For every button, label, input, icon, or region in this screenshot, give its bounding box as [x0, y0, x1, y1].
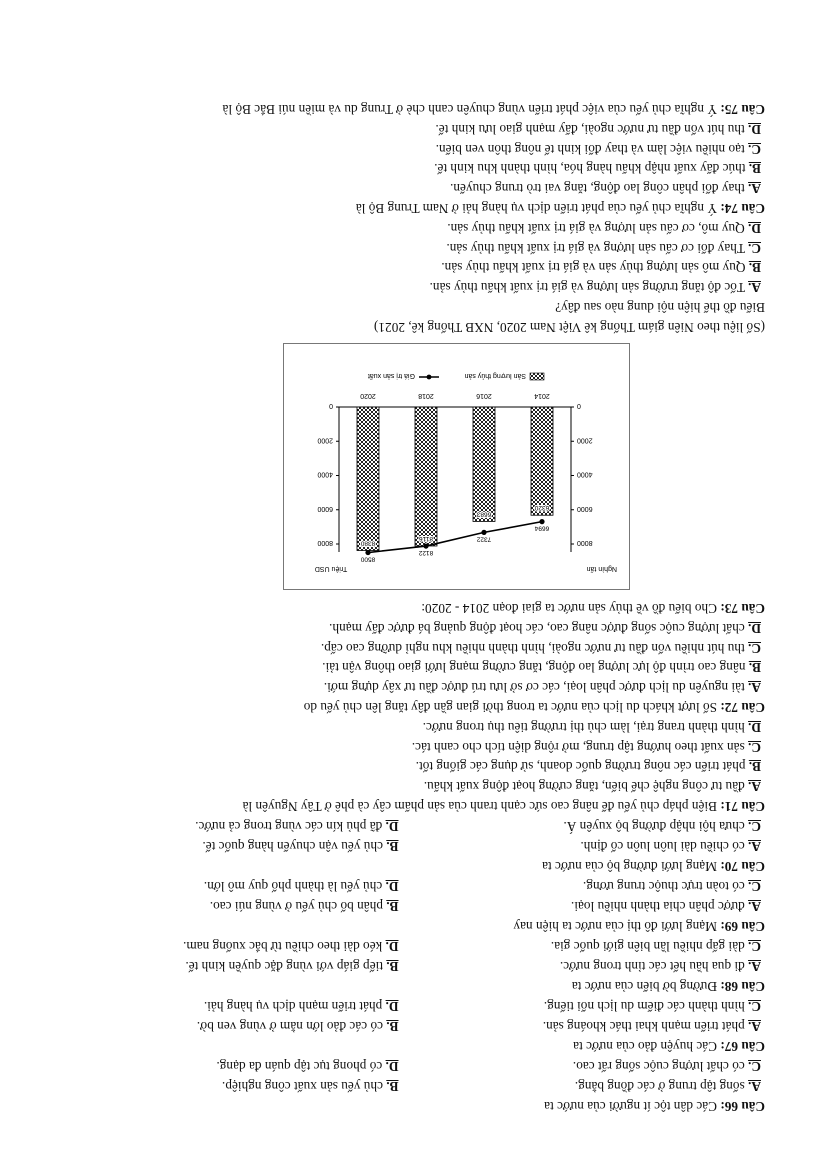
question-text: Số lượt khách du lịch của nước ta trong thời gian gần đây tăng lên chủ yếu do	[303, 700, 717, 715]
question-title	[60, 697, 765, 717]
question-text: Biện pháp chủ yếu để nâng cao sức cạnh tranh của sản phẩm cây cà phê ở Tây Nguyên là	[242, 799, 717, 814]
question-title	[60, 99, 765, 119]
bar	[473, 407, 495, 521]
question-text: Ý nghĩa chủ yếu của phát triển dịch vụ hàng hải ở Nam Trung Bộ là	[355, 201, 717, 216]
option-label: D.	[385, 819, 399, 835]
answer-option[interactable]	[60, 1017, 403, 1037]
option-text: được phân chia thành nhiều loại.	[570, 899, 745, 914]
answer-option[interactable]	[60, 619, 765, 639]
option-label: C.	[748, 939, 761, 955]
answer-options	[60, 718, 765, 796]
question-block	[60, 817, 765, 876]
option-text: hình thành các điểm du lịch nổi tiếng.	[543, 999, 745, 1015]
legend-line-label: Giá trị sản xuất	[367, 372, 415, 379]
option-text: chủ yếu sản xuất công nghiệp.	[221, 1079, 383, 1094]
answer-option[interactable]	[60, 877, 403, 897]
answer-option[interactable]	[60, 1077, 403, 1097]
option-label: B.	[748, 260, 761, 276]
question-block	[60, 120, 765, 218]
question-title	[60, 796, 765, 816]
question-title	[60, 1036, 765, 1056]
option-text: tài nguyên du lịch được phân loại, các cơ sở lưu trú được đầu tư xây dựng mới.	[323, 680, 745, 695]
answer-option[interactable]	[60, 658, 765, 678]
answer-option[interactable]	[60, 777, 765, 797]
option-label: D.	[748, 221, 761, 237]
category-label: 2016	[476, 392, 492, 399]
option-text: sản xuất theo hướng tập trung, mở rộng diện tích cho canh tác.	[411, 740, 745, 755]
option-label: A.	[748, 779, 761, 794]
answer-option[interactable]	[60, 718, 765, 738]
answer-option[interactable]	[60, 278, 765, 298]
answer-option[interactable]	[60, 159, 765, 179]
option-text: thúc đẩy xuất nhập khẩu hàng hóa, hình thành khu kinh tế.	[434, 161, 746, 177]
option-label: D.	[385, 1059, 399, 1075]
option-label: A.	[748, 181, 761, 196]
answer-option[interactable]	[60, 140, 765, 160]
question-title	[60, 198, 765, 218]
question-text: Các dân tộc ít người của nước ta	[544, 1099, 717, 1114]
question-block	[60, 619, 765, 717]
option-text: có chiều dài luôn luôn cố định.	[580, 839, 745, 854]
question-title	[60, 598, 765, 618]
answer-option[interactable]	[423, 877, 766, 897]
bar-value-label: 6320	[534, 504, 550, 512]
option-label: C.	[748, 142, 761, 157]
line-value-label: 7322	[476, 535, 492, 543]
answer-option[interactable]	[60, 937, 403, 957]
question-text: Cho biểu đồ về thủy sản nước ta giai đoạn 2014 - 2020:	[421, 601, 717, 616]
option-label: D.	[385, 939, 399, 955]
question-number: Câu 71:	[720, 799, 765, 814]
right-tick-label: 0	[329, 402, 333, 409]
option-text: đã phủ kín các vùng trong cả nước.	[195, 819, 383, 835]
answer-option[interactable]	[60, 120, 765, 140]
answer-options	[60, 877, 765, 916]
option-label: C.	[748, 999, 761, 1015]
question-block	[60, 877, 765, 936]
option-text: phát triển mạnh khai thác khoáng sản.	[542, 1019, 745, 1034]
option-label: C.	[748, 241, 761, 256]
left-axis-label: Nghìn tấn	[586, 565, 617, 572]
question-number: Câu 69:	[720, 919, 765, 934]
right-tick-label: 4000	[317, 470, 333, 478]
answer-option[interactable]	[60, 837, 403, 857]
option-text: phát triển mạnh dịch vụ hàng hải.	[203, 999, 383, 1015]
right-axis-label: Triệu USD	[314, 565, 348, 572]
question-block	[60, 1057, 765, 1116]
option-label: D.	[748, 621, 761, 637]
answer-option[interactable]	[423, 817, 766, 837]
right-tick-label: 8000	[317, 539, 333, 546]
option-label: D.	[748, 720, 761, 736]
bar-value-label: 8380	[360, 539, 376, 547]
question-number: Câu 66:	[720, 1099, 765, 1114]
left-tick-label: 0	[577, 402, 581, 409]
option-text: đầu tư công nghệ chế biến, tăng cường hoạt động xuất khẩu.	[423, 779, 745, 794]
answer-option[interactable]	[60, 1057, 403, 1077]
option-label: C.	[748, 1059, 761, 1075]
answer-options	[60, 1057, 765, 1096]
left-tick-label: 6000	[577, 504, 593, 512]
option-label: D.	[748, 122, 761, 138]
question-number: Câu 72:	[720, 700, 765, 715]
answer-options	[60, 219, 765, 297]
question-text: Mạng lưới đường bộ của nước ta	[542, 859, 717, 874]
line-point	[423, 543, 428, 548]
option-label: C.	[748, 740, 761, 755]
line-value-label: 6694	[534, 524, 550, 532]
answer-option[interactable]	[60, 817, 403, 837]
option-text: thay đổi phân công lao động, tăng vai trò trung chuyển.	[450, 181, 745, 196]
right-tick-label: 2000	[317, 436, 333, 444]
answer-option[interactable]	[60, 897, 403, 917]
option-text: phát triển các nông trường quốc doanh, sử dụng các giống tốt.	[415, 759, 746, 775]
option-text: hình thành trang trại, làm chủ thị trường tiêu thụ trong nước.	[422, 720, 745, 736]
left-tick-label: 4000	[577, 470, 593, 478]
left-tick-label: 2000	[577, 436, 593, 444]
category-label: 2020	[360, 392, 376, 399]
answer-option[interactable]	[60, 738, 765, 758]
answer-option[interactable]	[60, 678, 765, 698]
option-label: B.	[748, 759, 761, 775]
answer-option[interactable]	[60, 957, 403, 977]
option-text: chủ yếu vận chuyển hàng quốc tế.	[202, 839, 383, 854]
option-text: tiếp giáp với vùng đặc quyền kinh tế.	[185, 959, 383, 974]
answer-option[interactable]	[423, 1057, 766, 1077]
option-label: A.	[748, 839, 761, 854]
question-title	[60, 916, 765, 936]
option-label: C.	[748, 641, 761, 656]
option-label: A.	[748, 680, 761, 695]
option-text: có phong tục tập quán đa dạng.	[216, 1059, 383, 1075]
option-text: thu hút vốn đầu tư nước ngoài, đẩy mạnh giao lưu kinh tế.	[435, 122, 745, 138]
option-text: Tốc độ tăng trưởng sản lượng và giá trị xuất khẩu thủy sản.	[429, 280, 745, 295]
option-text: Quy mô, cơ cấu sản lượng và giá trị xuất khẩu thủy sản.	[447, 221, 745, 237]
option-text: sống tập trung ở các đồng bằng.	[574, 1079, 745, 1094]
question-list	[60, 98, 765, 1116]
option-text: Thay đổi cơ cấu sản lượng và giá trị xuất khẩu thủy sản.	[446, 241, 745, 256]
bar-value-label: 6683	[476, 510, 492, 518]
option-label: D.	[385, 999, 399, 1015]
question-number: Câu 68:	[720, 979, 765, 994]
legend-line-marker	[427, 375, 432, 380]
answer-option[interactable]	[60, 179, 765, 199]
option-text: có chất lượng cuộc sống rất cao.	[572, 1059, 745, 1075]
question-number: Câu 75:	[720, 102, 765, 117]
question-text: Mạng lưới đô thị của nước ta hiện nay	[513, 919, 717, 934]
option-text: đi qua hầu hết các tỉnh trong nước.	[559, 959, 745, 974]
option-text: có toàn trực thuộc trung ương.	[582, 879, 745, 895]
answer-option[interactable]	[60, 258, 765, 278]
option-text: tạo nhiều việc làm và thay đổi kinh tế nông thôn ven biển.	[435, 142, 745, 157]
option-text: dài gấp nhiều lần biên giới quốc gia.	[550, 939, 745, 955]
bar	[531, 407, 553, 515]
option-label: A.	[748, 959, 761, 974]
answer-options	[60, 937, 765, 976]
bar	[357, 407, 379, 551]
option-text: phân bố chủ yếu ở vùng núi cao.	[209, 899, 383, 914]
answer-option[interactable]	[423, 1017, 766, 1037]
answer-option[interactable]	[423, 897, 766, 917]
question-number: Câu 73:	[720, 601, 765, 616]
question-prompt: Biểu đồ thể hiện nội dung nào sau đây?	[555, 300, 765, 315]
question-text: Các huyện đảo của nước ta	[573, 1039, 717, 1054]
question-block	[60, 219, 765, 618]
option-label: A.	[748, 1079, 761, 1094]
option-label: C.	[748, 819, 761, 835]
bar-value-label: 8116	[419, 534, 433, 542]
option-label: B.	[748, 660, 761, 676]
question-block	[60, 997, 765, 1056]
option-text: thu hút nhiều vốn đầu tư nước ngoài, hình thành nhiều khu nghỉ dưỡng cao cấp.	[320, 641, 745, 656]
question-text: Đường bờ biển của nước ta	[571, 979, 717, 994]
line-value-label: 8122	[418, 549, 434, 557]
bar	[415, 407, 437, 546]
answer-option[interactable]	[60, 219, 765, 239]
option-label: B.	[386, 1079, 399, 1094]
chart-svg	[284, 344, 629, 589]
answer-option[interactable]	[60, 639, 765, 659]
option-label: A.	[748, 1019, 761, 1034]
question-block	[60, 718, 765, 816]
question-title	[60, 856, 765, 876]
question-number: Câu 70:	[720, 859, 765, 874]
question-block	[60, 937, 765, 996]
option-label: D.	[385, 879, 399, 895]
answer-option[interactable]	[423, 1077, 766, 1097]
answer-options	[60, 619, 765, 697]
line-series	[368, 522, 542, 553]
category-label: 2018	[418, 392, 434, 399]
answer-option[interactable]	[60, 997, 403, 1017]
answer-option[interactable]	[423, 837, 766, 857]
line-point	[539, 519, 544, 524]
option-text: nâng cao trình độ lực lượng lao động, tăng cường mạng lưới giao thông vận tải.	[322, 660, 746, 676]
answer-option[interactable]	[423, 937, 766, 957]
option-label: B.	[386, 959, 399, 974]
answer-option[interactable]	[60, 757, 765, 777]
chart	[283, 343, 630, 590]
option-label: B.	[386, 839, 399, 854]
option-label: A.	[748, 899, 761, 914]
answer-options	[60, 817, 765, 856]
line-point	[365, 550, 370, 555]
question-block	[60, 99, 765, 119]
left-tick-label: 8000	[577, 539, 593, 546]
line-point	[481, 530, 486, 535]
option-label: C.	[748, 879, 761, 895]
option-text: Quy mô sản lượng thủy sản và giá trị xuất khẩu thủy sản.	[441, 260, 746, 276]
option-label: B.	[748, 161, 761, 177]
legend-bar-label: Sản lượng thủy sản	[464, 372, 526, 379]
line-value-label: 8500	[360, 555, 376, 563]
answer-option[interactable]	[423, 997, 766, 1017]
category-label: 2014	[534, 392, 550, 399]
right-tick-label: 6000	[317, 504, 333, 512]
option-text: chưa hội nhập đường bộ xuyên Á.	[563, 819, 745, 835]
question-number: Câu 74:	[720, 201, 765, 216]
chart-source: (Số liệu theo Niên giám Thống kê Việt Nam 2020, NXB Thống kê, 2021)	[373, 320, 765, 335]
option-label: A.	[748, 280, 761, 295]
option-label: B.	[386, 1019, 399, 1034]
question-title	[60, 976, 765, 996]
option-text: chủ yếu là thành phố quy mô lớn.	[203, 879, 383, 895]
answer-options	[60, 997, 765, 1036]
option-text: kéo dài theo chiều từ bắc xuống nam.	[183, 939, 383, 955]
legend-bar-swatch	[530, 373, 544, 380]
question-text: Ý nghĩa chủ yếu của việc phát triển vùng chuyên canh chè ở Trung du và miền núi Bắc Bộ là	[222, 102, 717, 117]
answer-option[interactable]	[423, 957, 766, 977]
option-label: B.	[386, 899, 399, 914]
answer-options	[60, 120, 765, 198]
option-text: có các đảo lớn nằm ở vùng ven bờ.	[196, 1019, 383, 1034]
question-number: Câu 67:	[720, 1039, 765, 1054]
answer-option[interactable]	[60, 239, 765, 259]
question-title	[60, 1096, 765, 1116]
option-text: chất lượng cuộc sống được nâng cao, các hoạt động quảng bá được đẩy mạnh.	[329, 621, 745, 637]
